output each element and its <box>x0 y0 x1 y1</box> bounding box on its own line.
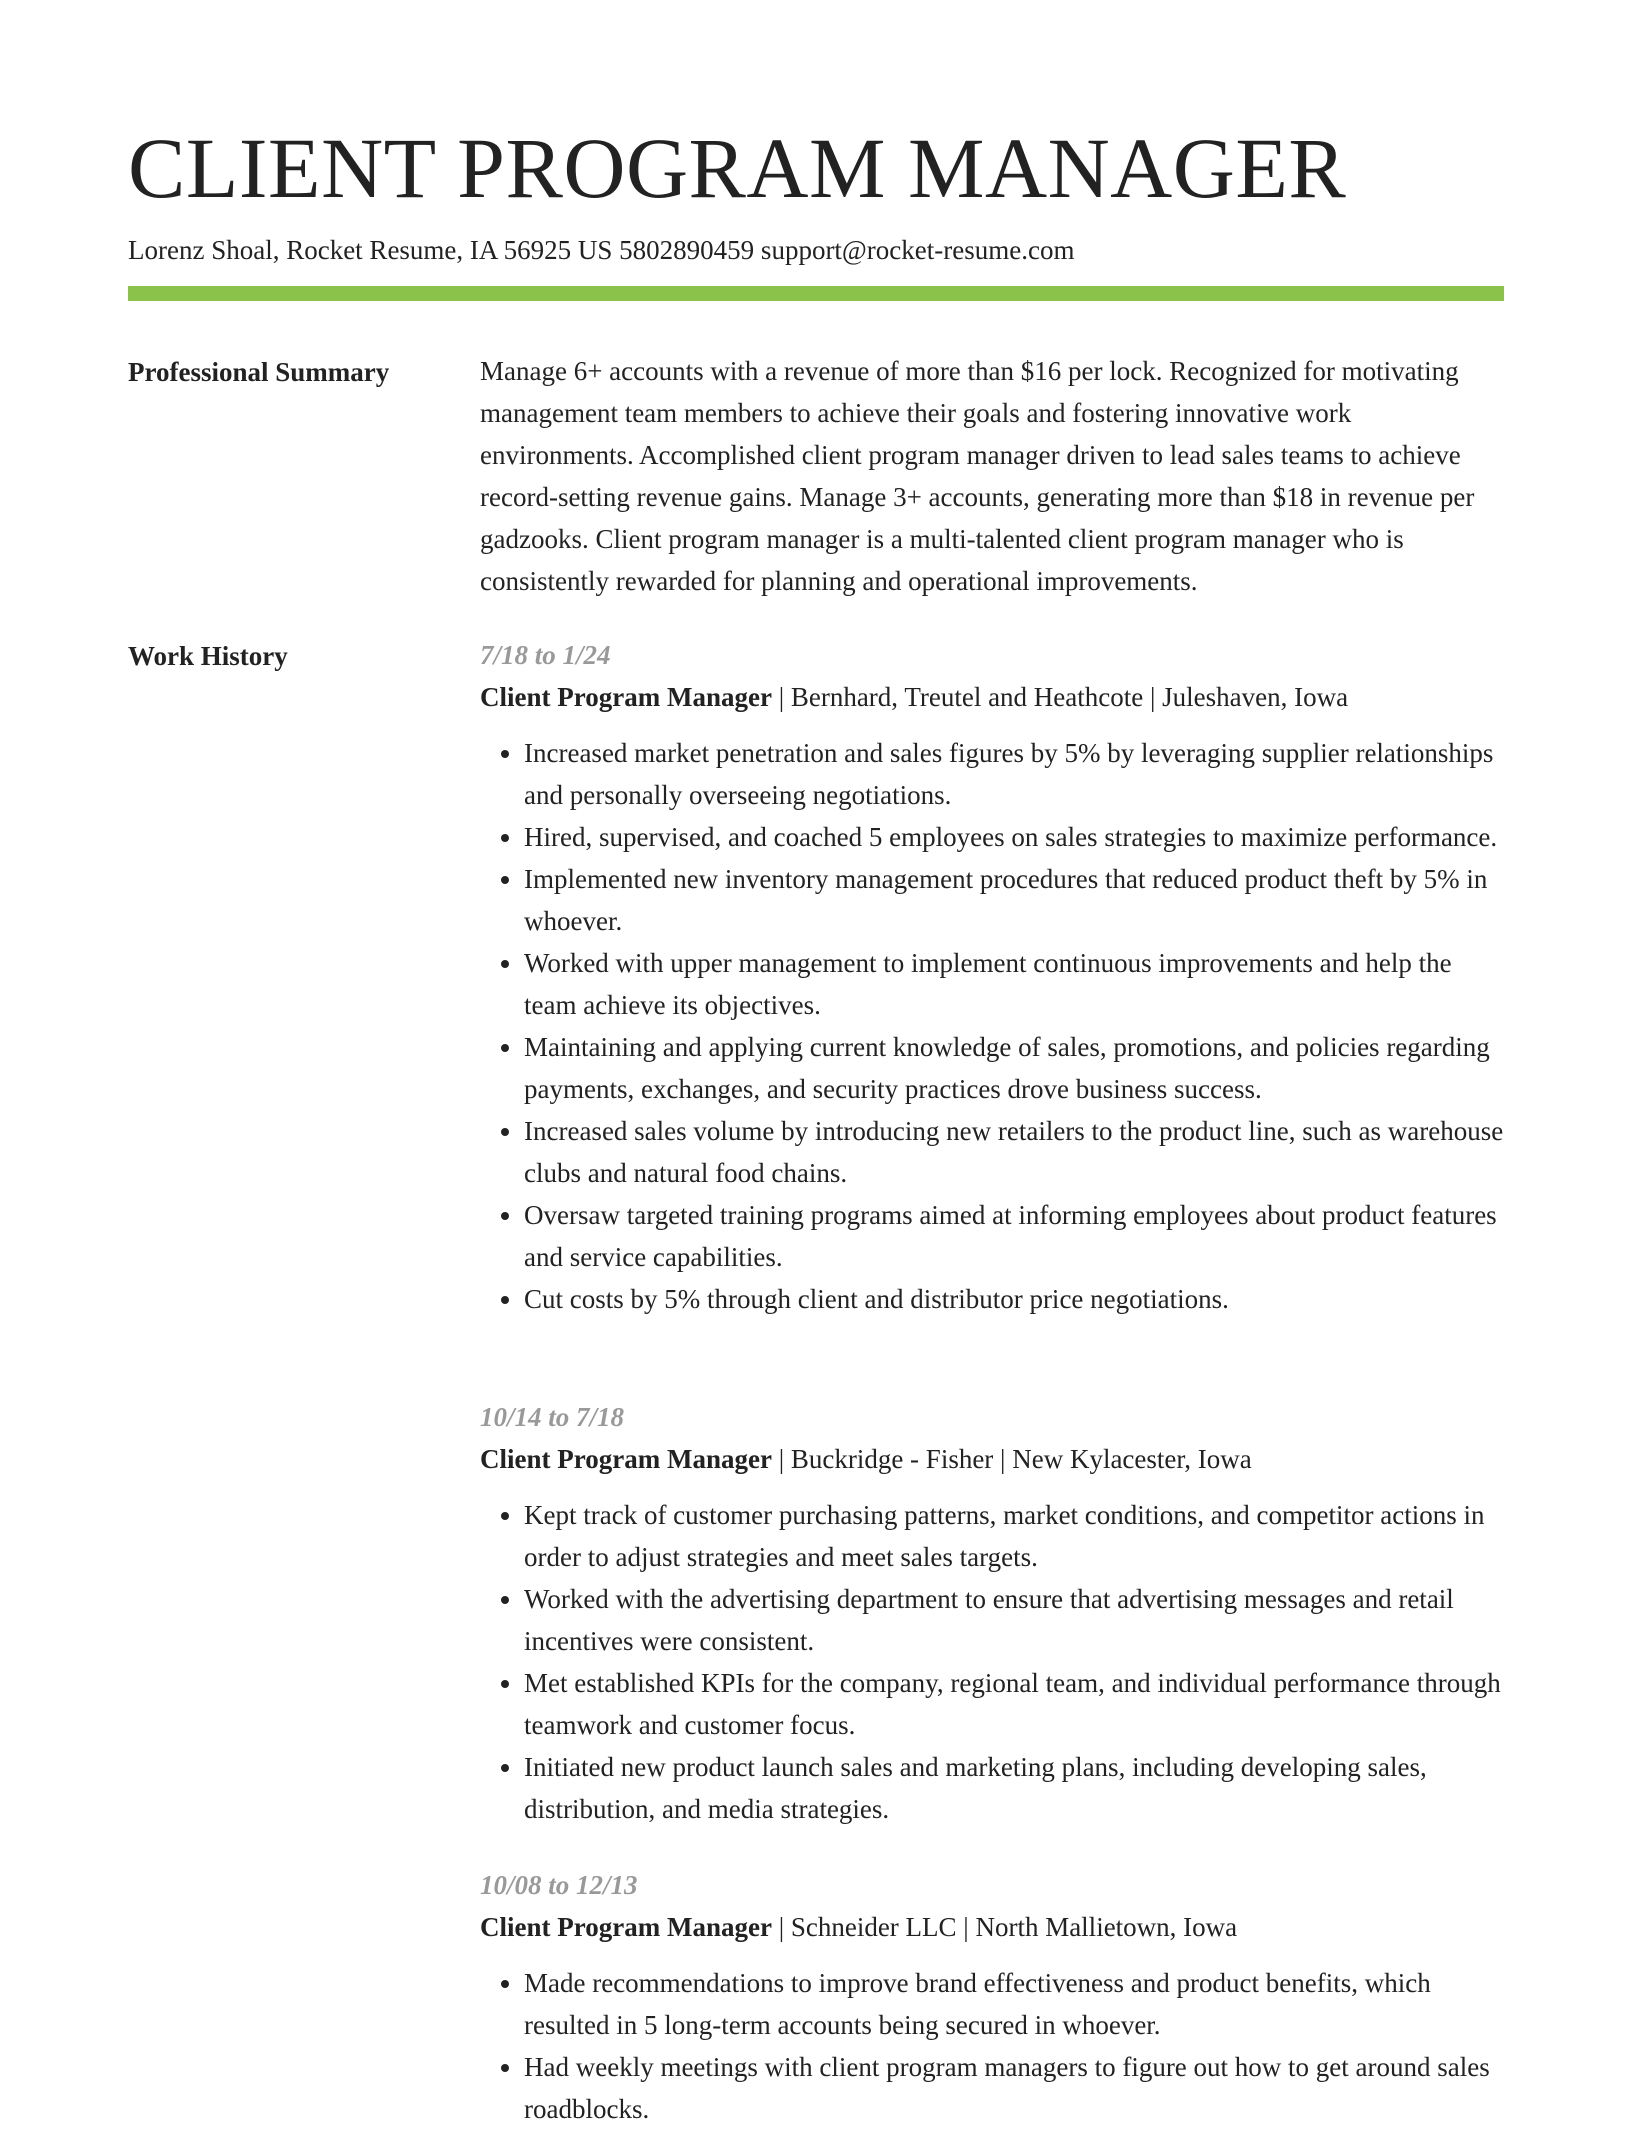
job-entry <box>480 1864 1510 2130</box>
resume-title: CLIENT PROGRAM MANAGER <box>128 120 1347 216</box>
bullet-item: • Had weekly meetings with client program managers to figure out how to get around sales roadblocks. <box>524 2046 1510 2130</box>
job-details: | Bernhard, Treutel and Heathcote | Juleshaven, Iowa <box>771 682 1349 712</box>
bullet-item: • Hired, supervised, and coached 5 employees on sales strategies to maximize performance. <box>524 816 1510 858</box>
job-bullets <box>480 1494 1510 1830</box>
summary-text: Manage 6+ accounts with a revenue of more than $16 per lock. Recognized for motivating management team members to achieve their goals and fostering innovative work environments. Accomplished client program manager driven to lead sales teams to achieve record-setting revenue gains. Manage 3+ accounts, generating more than $18 in revenue per gadzooks. Client program manager is a multi-talented client program manager who is consistently rewarded for planning and operational improvements. <box>480 356 1475 596</box>
bullet-item: • Increased sales volume by introducing new retailers to the product line, such as warehouse clubs and natural food chains. <box>524 1110 1510 1194</box>
bullet-item: • Oversaw targeted training programs aimed at informing employees about product features and service capabilities. <box>524 1194 1510 1278</box>
bullet-item: • Initiated new product launch sales and marketing plans, including developing sales, distribution, and media strategies. <box>524 1746 1510 1830</box>
job-title-line <box>480 1906 1510 1948</box>
job-bullets <box>480 1962 1510 2130</box>
job-entry <box>480 1396 1510 1830</box>
contact-info: Lorenz Shoal, Rocket Resume, IA 56925 US 5802890459 support@rocket-resume.com <box>128 235 1075 265</box>
bullet-item: • Increased market penetration and sales figures by 5% by leveraging supplier relationships and personally overseeing negotiations. <box>524 732 1510 816</box>
job-details: | Schneider LLC | North Mallietown, Iowa <box>771 1912 1238 1942</box>
job-dates: 7/18 to 1/24 <box>480 640 611 670</box>
job-role: Client Program Manager <box>480 682 772 712</box>
bullet-item: • Cut costs by 5% through client and distributor price negotiations. <box>524 1278 1510 1320</box>
bullet-item: • Worked with upper management to implement continuous improvements and help the team achieve its objectives. <box>524 942 1510 1026</box>
job-bullets <box>480 732 1510 1320</box>
summary-heading: Professional Summary <box>128 357 390 387</box>
bullet-item: • Worked with the advertising department to ensure that advertising messages and retail incentives were consistent. <box>524 1578 1510 1662</box>
accent-rule <box>128 286 1504 301</box>
bullet-item: • Made recommendations to improve brand effectiveness and product benefits, which resulted in 5 long-term accounts being secured in whoever. <box>524 1962 1510 2046</box>
bullet-item: • Implemented new inventory management procedures that reduced product theft by 5% in whoever. <box>524 858 1510 942</box>
job-dates: 10/08 to 12/13 <box>480 1870 638 1900</box>
bullet-item: • Kept track of customer purchasing patterns, market conditions, and competitor actions in order to adjust strategies and meet sales targets. <box>524 1494 1510 1578</box>
job-details: | Buckridge - Fisher | New Kylacester, Iowa <box>771 1444 1252 1474</box>
job-title-line <box>480 676 1510 718</box>
job-title-line <box>480 1438 1510 1480</box>
bullet-item: • Met established KPIs for the company, regional team, and individual performance through teamwork and customer focus. <box>524 1662 1510 1746</box>
job-role: Client Program Manager <box>480 1444 772 1474</box>
job-role: Client Program Manager <box>480 1912 772 1942</box>
job-dates: 10/14 to 7/18 <box>480 1402 625 1432</box>
bullet-item: • Maintaining and applying current knowledge of sales, promotions, and policies regarding payments, exchanges, and security practices drove business success. <box>524 1026 1510 1110</box>
work-history-heading: Work History <box>128 641 288 671</box>
job-entry <box>480 634 1510 1320</box>
